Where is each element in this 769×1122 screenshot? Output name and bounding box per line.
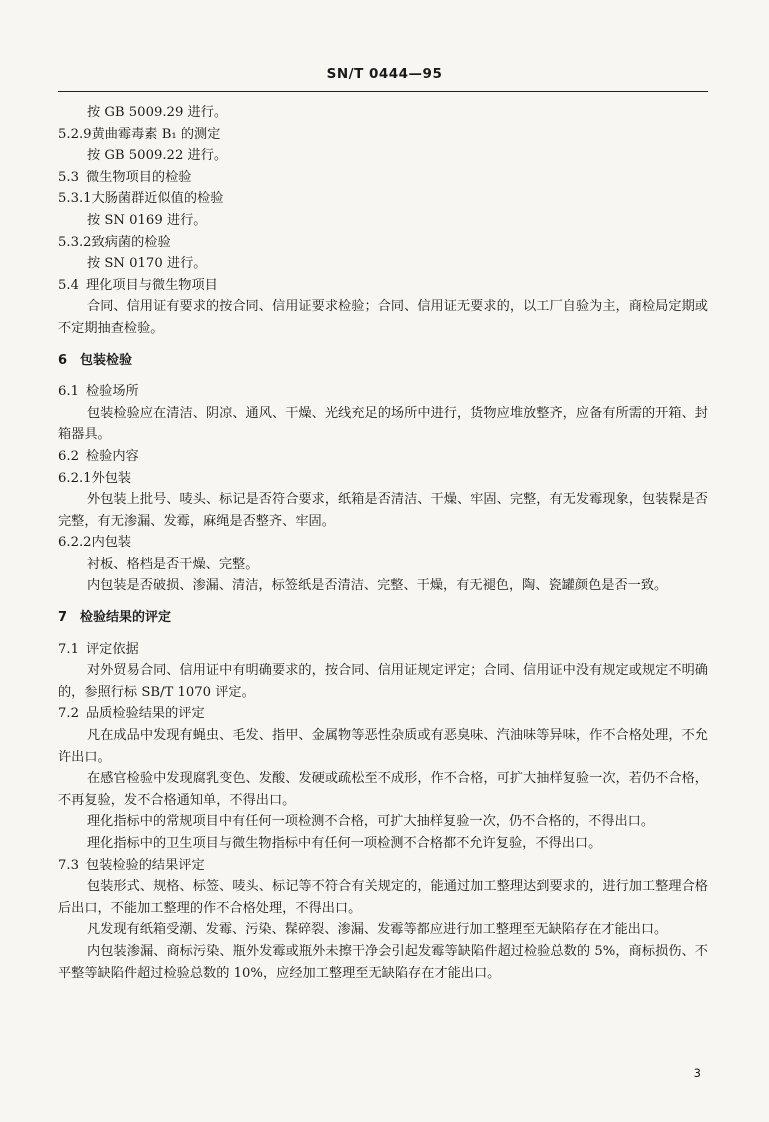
paragraph: 按 GB 5009.22 进行。: [87, 148, 228, 164]
clause-title: 检验内容: [86, 448, 139, 464]
clause-heading: [58, 275, 708, 297]
clause-heading: [58, 232, 708, 254]
clause-title: 品质检验结果的评定: [86, 706, 205, 722]
document-body: [58, 102, 708, 984]
clause-number: 7.2: [58, 706, 79, 722]
paragraph: 对外贸易合同、信用证中有明确要求的，按合同、信用证规定评定；合同、信用证中没有规定或规定不明确的，参照行标 SB/T 1070 评定。: [58, 663, 708, 700]
clause-title: 外包装: [91, 470, 132, 486]
paragraph: 凡在成品中发现有蝇虫、毛发、指甲、金属物等恶性杂质或有恶臭味、汽油味等异味，作不合格处理，不允许出口。: [58, 728, 708, 765]
paragraph: 内包装渗漏、商标污染、瓶外发霉或瓶外未擦干净会引起发霉等缺陷件超过检验总数的 5%，商标损伤、不平整等缺陷件超过检验总数的 10%，应经加工整理至无缺陷存在才能出口。: [58, 943, 708, 981]
clause-title: 内包装: [91, 535, 132, 551]
paragraph: 内包装是否破损、渗漏、清洁，标签纸是否清洁、完整、干燥，有无褪色，陶、瓷罐颜色是否一致。: [87, 578, 668, 594]
section-heading: [58, 350, 708, 372]
clause-heading: [58, 124, 708, 146]
clause-number: 7.3: [58, 857, 79, 873]
clause-title: 包装检验: [80, 352, 133, 368]
paragraph: 包装检验应在清洁、阴凉、通风、干燥、光线充足的场所中进行，货物应堆放整齐，应备有所需的开箱、封箱器具。: [58, 405, 708, 443]
clause-heading: [58, 188, 708, 210]
clause-number: 5.4: [58, 277, 79, 293]
clause-title: 检验场所: [86, 384, 139, 400]
clause-title: 大肠菌群近似值的检验: [91, 191, 224, 207]
clause-number: 5.3: [58, 169, 79, 185]
paragraph: 在感官检验中发现腐乳变色、发酸、发硬或疏松至不成形，作不合格，可扩大抽样复验一次，若仍不合格，不再复验，发不合格通知单，不得出口。: [58, 771, 708, 808]
paragraph: 理化指标中的常规项目中有任何一项检测不合格，可扩大抽样复验一次，仍不合格的，不得出口。: [87, 814, 655, 830]
clause-title: 包装检验的结果评定: [86, 857, 205, 873]
paragraph: 按 GB 5009.29 进行。: [87, 105, 228, 120]
clause-title: 致病菌的检验: [91, 234, 171, 250]
clause-heading: [58, 639, 708, 661]
clause-number: 7: [58, 610, 68, 626]
clause-heading: [58, 855, 708, 877]
paragraph: 外包装上批号、唛头、标记是否符合要求，纸箱是否清洁、干燥、牢固、完整，有无发霉现象，包装髹是否完整，有无渗漏、发霉，麻绳是否整齐、牢固。: [58, 492, 708, 529]
clause-heading: [58, 532, 708, 554]
paragraph: 包装形式、规格、标签、唛头、标记等不符合有关规定的，能通过加工整理达到要求的，进行加工整理合格后出口，不能加工整理的作不合格处理，不得出口。: [58, 879, 708, 916]
clause-heading: [58, 167, 708, 189]
page-header: SN/T 0444—95: [326, 66, 443, 82]
clause-title: 理化项目与微生物项目: [86, 277, 218, 293]
page-number: 3: [693, 1066, 701, 1080]
clause-number: 7.1: [58, 641, 79, 657]
clause-number: 6.2.2: [58, 535, 92, 551]
clause-number: 6.2.1: [58, 470, 92, 486]
paragraph: 衬板、格档是否干燥、完整。: [87, 556, 259, 572]
clause-title: 检验结果的评定: [80, 610, 172, 626]
clause-number: 6.1: [58, 384, 79, 400]
paragraph: 理化指标中的卫生项目与微生物指标中有任何一项检测不合格都不允许复验，不得出口。: [87, 836, 602, 851]
header-rule: [58, 91, 708, 92]
clause-title: 评定依据: [86, 641, 139, 657]
clause-number: 5.3.1: [58, 191, 92, 207]
clause-number: 6: [58, 352, 68, 368]
clause-title: 微生物项目的检验: [86, 169, 192, 185]
clause-heading: [58, 703, 708, 725]
paragraph: 合同、信用证有要求的按合同、信用证要求检验；合同、信用证无要求的，以工厂自验为主，商检局定期或不定期抽查检验。: [58, 299, 708, 336]
paragraph: 按 SN 0170 进行。: [87, 256, 207, 272]
clause-number: 6.2: [58, 448, 79, 464]
clause-number: 5.3.2: [58, 234, 92, 250]
paragraph: 凡发现有纸箱受潮、发霉、污染、髹碎裂、渗漏、发霉等都应进行加工整理至无缺陷存在才能出口。: [87, 922, 668, 938]
clause-heading: [58, 468, 708, 490]
clause-number: 5.2.9: [58, 126, 92, 142]
section-heading: [58, 607, 708, 629]
clause-heading: [58, 381, 708, 403]
paragraph: 按 SN 0169 进行。: [87, 212, 207, 228]
clause-title: 黄曲霉毒素 B₁ 的测定: [91, 126, 221, 142]
clause-heading: [58, 446, 708, 468]
